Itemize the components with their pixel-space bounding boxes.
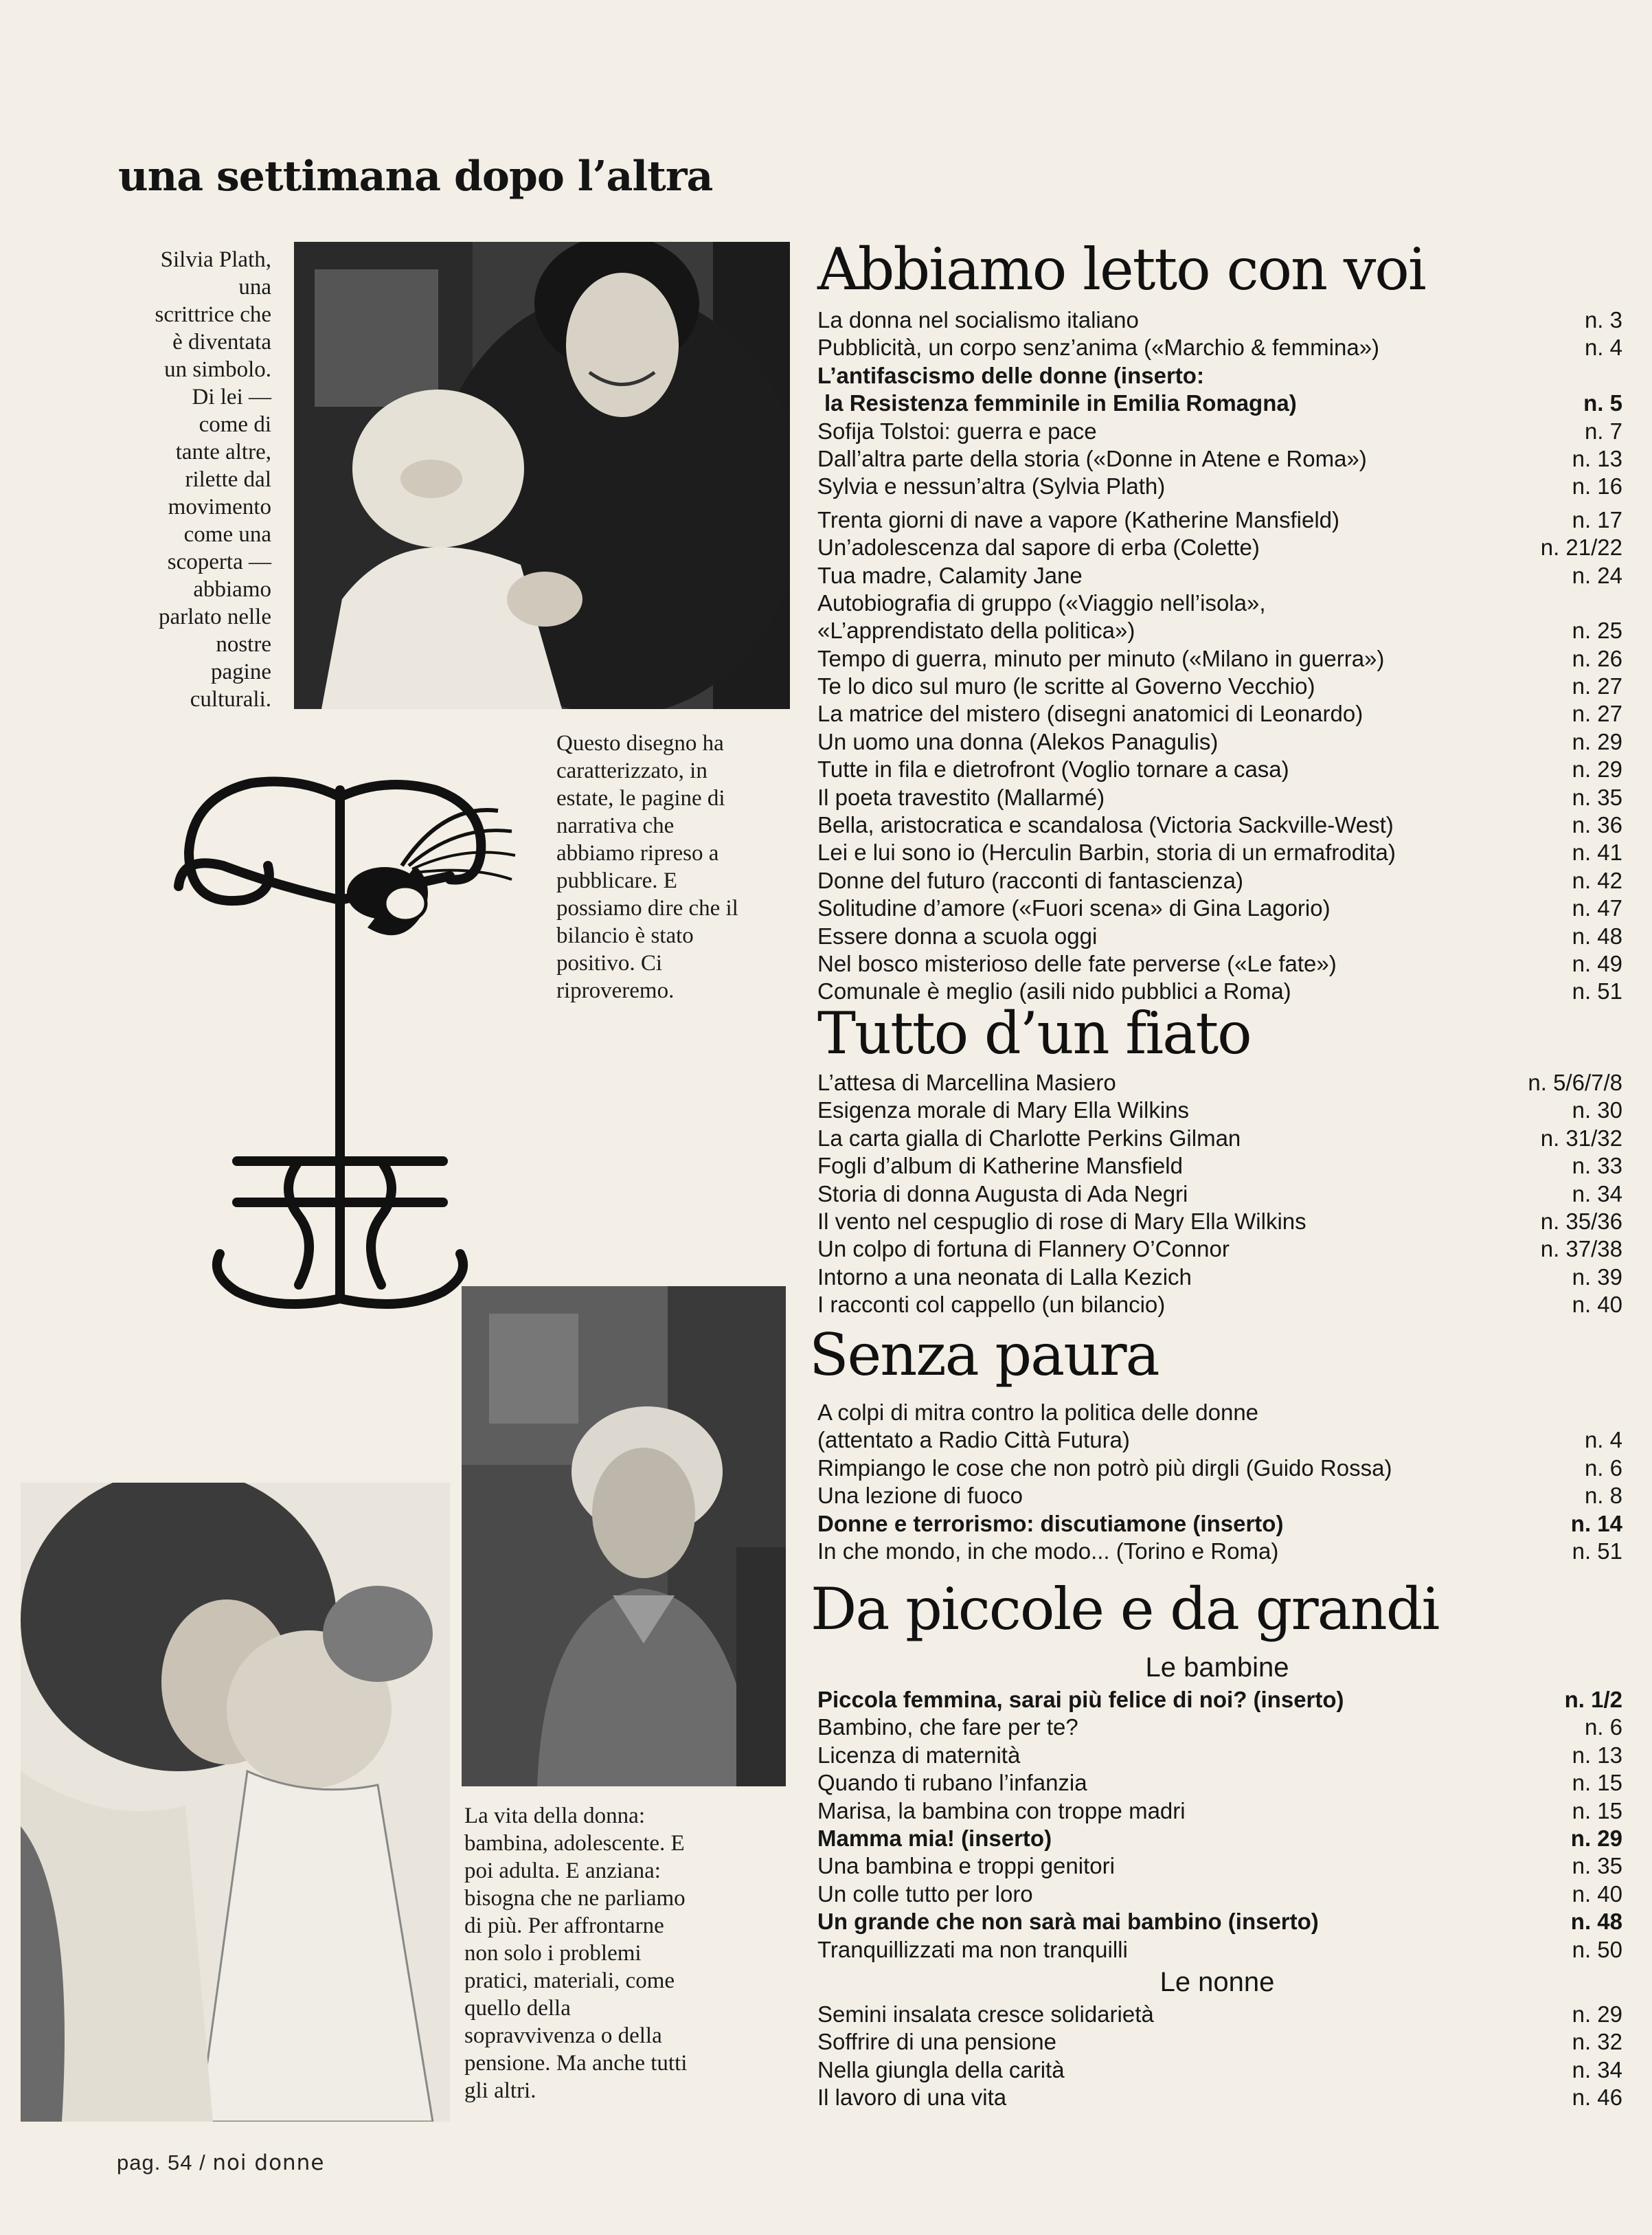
toc-entry-title: Una lezione di fuoco — [817, 1483, 1023, 1509]
caption-line: caratterizzato, in — [556, 759, 708, 783]
toc-entry — [812, 445, 1622, 473]
toc-entry-title: Il vento nel cespuglio di rose di Mary Ella Wilkins — [817, 1208, 1306, 1234]
toc-entry — [812, 645, 1622, 673]
toc-entry-issue: n. 8 — [1584, 1483, 1622, 1509]
toc-entry-title: La donna nel socialismo italiano — [817, 307, 1139, 333]
toc-entry-title: Trenta giorni di nave a vapore (Katherine Mansfield) — [817, 506, 1340, 532]
caption-line: riproveremo. — [556, 978, 675, 1003]
toc-senza-list — [812, 1399, 1622, 1565]
toc-entry — [812, 1936, 1622, 1964]
toc-entry-issue: n. 6 — [1584, 1455, 1622, 1481]
caption-line: bilancio è stato — [556, 923, 694, 948]
toc-entry-issue: n. 32 — [1572, 2029, 1622, 2055]
caption-line: come di — [199, 412, 271, 437]
toc-entry-title: Il lavoro di una vita — [817, 2085, 1007, 2111]
section-heading-piccole: Da piccole e da grandi — [811, 1575, 1439, 1643]
toc-entry-title: Donne del futuro (racconti di fantascienza) — [817, 867, 1244, 893]
caption-line: pagine — [211, 660, 271, 684]
page-number: pag. 54 — [117, 2150, 193, 2175]
toc-entry-issue: n. 48 — [1572, 923, 1622, 949]
toc-entry-title: La matrice del mistero (disegni anatomici di Leonardo) — [817, 701, 1364, 727]
toc-entry-issue: n. 24 — [1572, 562, 1622, 588]
caption-sylvia-plath — [103, 246, 271, 713]
toc-entry — [812, 562, 1622, 589]
toc-entry — [812, 534, 1622, 561]
toc-entry-issue: n. 51 — [1572, 1538, 1622, 1564]
toc-entry-title: Nella giungla della carità — [817, 2056, 1065, 2082]
toc-entry-title: Comunale è meglio (asili nido pubblici a Roma) — [817, 978, 1291, 1004]
caption-drawing — [556, 730, 804, 1004]
caption-line: positivo. Ci — [556, 951, 663, 976]
toc-entry — [812, 1235, 1622, 1263]
toc-entry-title: L’antifascismo delle donne (inserto: — [817, 362, 1204, 388]
toc-entry — [812, 950, 1622, 978]
toc-entry-issue: n. 46 — [1572, 2085, 1622, 2111]
caption-line: narrativa che — [556, 813, 675, 838]
toc-entry-issue: n. 35/36 — [1540, 1208, 1622, 1234]
toc-entry — [812, 867, 1622, 895]
toc-entry — [812, 784, 1622, 811]
toc-entry-title: Tranquillizzati ma non tranquilli — [817, 1936, 1128, 1962]
caption-line: Di lei — — [192, 385, 271, 409]
toc-entry-title: Storia di donna Augusta di Ada Negri — [817, 1180, 1188, 1206]
toc-entry — [812, 2001, 1622, 2028]
toc-entry-issue: n. 17 — [1572, 506, 1622, 532]
toc-entry-issue: n. 34 — [1572, 2056, 1622, 2082]
toc-entry-title: Essere donna a scuola oggi — [817, 923, 1098, 949]
caption-line: pratici, materiali, come — [464, 1968, 675, 1993]
toc-entry — [812, 1263, 1622, 1291]
toc-entry — [812, 1208, 1622, 1235]
toc-entry-issue: n. 29 — [1572, 728, 1622, 754]
subheading-le-nonne: Le nonne — [1159, 1966, 1275, 1997]
subheading-le-bambine: Le bambine — [1145, 1652, 1289, 1683]
toc-entry-issue: n. 49 — [1572, 950, 1622, 976]
toc-entry-issue: n. 14 — [1570, 1510, 1622, 1536]
toc-entry-title: Un uomo una donna (Alekos Panagulis) — [817, 728, 1219, 754]
toc-entry-title: Una bambina e troppi genitori — [817, 1853, 1115, 1879]
photo-sylvia-plath — [294, 242, 790, 709]
toc-entry-issue: n. 35 — [1572, 784, 1622, 810]
caption-line: possiamo dire che il — [556, 896, 738, 921]
toc-entry-title: Bambino, che fare per te? — [817, 1714, 1078, 1740]
caption-life-of-women — [464, 1802, 787, 2104]
photo-elderly-illustration — [462, 1286, 786, 1786]
toc-entry — [812, 418, 1622, 445]
toc-entry-issue: n. 51 — [1572, 978, 1622, 1004]
toc-entry-title: Un grande che non sarà mai bambino (inserto) — [817, 1909, 1319, 1935]
footer-separator: / — [199, 2150, 206, 2175]
toc-entry-issue: n. 15 — [1572, 1770, 1622, 1796]
toc-entry-title: Licenza di maternità — [817, 1742, 1021, 1768]
toc-entry-title: Autobiografia di gruppo («Viaggio nell’isola», — [817, 589, 1266, 616]
toc-entry — [812, 923, 1622, 950]
toc-entry-title: Piccola femmina, sarai più felice di noi? (inserto) — [817, 1687, 1344, 1712]
toc-entry — [812, 1510, 1622, 1538]
photo-mother-baby — [21, 1483, 450, 2122]
toc-entry — [812, 1125, 1622, 1152]
caption-line: culturali. — [190, 687, 271, 712]
photo-elderly-woman — [462, 1286, 786, 1786]
toc-entry-issue: n. 34 — [1572, 1180, 1622, 1206]
caption-line: sopravvivenza o della — [464, 2023, 662, 2048]
caption-line: Silvia Plath, — [160, 247, 271, 272]
toc-entry-title: Fogli d’album di Katherine Mansfield — [817, 1153, 1183, 1179]
caption-line: una — [238, 275, 271, 300]
toc-entry-issue: n. 36 — [1572, 812, 1622, 838]
toc-entry-title: Dall’altra parte della storia («Donne in Atene e Roma») — [817, 445, 1367, 471]
caption-line: rilette dal — [185, 467, 271, 492]
toc-entry-title: Rimpiango le cose che non potrò più dirgli (Guido Rossa) — [817, 1455, 1392, 1481]
caption-line: pensione. Ma anche tutti — [464, 2051, 688, 2076]
toc-entry — [812, 2084, 1622, 2111]
toc-entry-title: Un colpo di fortuna di Flannery O’Connor — [817, 1236, 1230, 1262]
caption-line: bambina, adolescente. E — [464, 1831, 685, 1856]
toc-entry — [812, 756, 1622, 783]
toc-entry — [812, 1908, 1622, 1935]
toc-entry-issue: n. 27 — [1572, 701, 1622, 727]
toc-entry-issue: n. 40 — [1572, 1292, 1622, 1318]
toc-abbiamo-list — [812, 306, 1622, 1006]
toc-tutto-list — [812, 1069, 1622, 1319]
photo-plath-illustration — [294, 242, 790, 709]
toc-entry-issue: n. 6 — [1584, 1714, 1622, 1740]
toc-entry — [812, 895, 1622, 922]
toc-entry — [812, 673, 1622, 700]
toc-entry — [812, 1180, 1622, 1208]
caption-line: scrittrice che — [155, 302, 271, 327]
caption-line: poi adulta. E anziana: — [464, 1858, 661, 1883]
toc-entry — [812, 1291, 1622, 1318]
toc-entry-issue: n. 31/32 — [1540, 1125, 1622, 1151]
toc-piccole-list — [812, 1649, 1622, 2111]
toc-entry-title: Tua madre, Calamity Jane — [817, 562, 1083, 588]
caption-line: movimento — [168, 495, 271, 519]
caption-line: non solo i problemi — [464, 1941, 642, 1966]
toc-entry-title: Nel bosco misterioso delle fate perverse («Le fate») — [817, 950, 1337, 976]
toc-entry-title: Il poeta travestito (Mallarmé) — [817, 784, 1105, 810]
caption-line: un simbolo. — [164, 357, 271, 382]
toc-entry — [812, 700, 1622, 728]
toc-entry — [812, 1097, 1622, 1124]
toc-entry-issue: n. 4 — [1584, 335, 1622, 361]
caption-line: scoperta — — [167, 550, 271, 574]
caption-line: estate, le pagine di — [556, 786, 725, 811]
toc-entry-title: Tempo di guerra, minuto per minuto («Milano in guerra») — [817, 645, 1385, 671]
toc-entry-title: Bella, aristocratica e scandalosa (Victoria Sackville-West) — [817, 812, 1394, 838]
caption-line: parlato nelle — [158, 605, 271, 629]
section-heading-tutto: Tutto d’un fiato — [817, 1000, 1251, 1067]
caption-line: di più. Per affrontarne — [464, 1913, 664, 1938]
toc-entry — [812, 506, 1622, 534]
toc-entry-title: Un colle tutto per loro — [817, 1880, 1033, 1907]
toc-entry-title: Pubblicità, un corpo senz’anima («Marchio & femmina») — [817, 335, 1380, 361]
toc-entry — [812, 1152, 1622, 1180]
toc-entry-issue: n. 27 — [1572, 673, 1622, 699]
toc-entry-title: Marisa, la bambina con troppe madri — [817, 1797, 1186, 1823]
toc-entry — [812, 334, 1622, 361]
caption-line: tante altre, — [175, 440, 271, 464]
toc-entry-issue: n. 39 — [1572, 1263, 1622, 1290]
toc-entry — [812, 2028, 1622, 2056]
caption-line: abbiamo ripreso a — [556, 841, 719, 866]
toc-entry-issue: n. 21/22 — [1540, 535, 1622, 561]
toc-entry — [812, 362, 1622, 390]
toc-entry-issue: n. 29 — [1570, 1825, 1622, 1851]
caption-line: La vita della donna: — [464, 1804, 645, 1828]
toc-entry-title: Te lo dico sul muro (le scritte al Governo Vecchio) — [817, 673, 1315, 699]
toc-entry — [812, 2056, 1622, 2084]
toc-entry-issue: n. 26 — [1572, 645, 1622, 671]
toc-entry-issue: n. 25 — [1572, 618, 1622, 644]
toc-entry-title: Lei e lui sono io (Herculin Barbin, storia di un ermafrodita) — [817, 840, 1396, 866]
toc-entry-title: Intorno a una neonata di Lalla Kezich — [817, 1263, 1192, 1290]
toc-entry-issue: n. 48 — [1570, 1909, 1622, 1935]
toc-entry-title: Quando ti rubano l’infanzia — [817, 1770, 1087, 1796]
toc-entry-title: Esigenza morale di Mary Ella Wilkins — [817, 1097, 1190, 1123]
toc-entry-issue: n. 29 — [1572, 2001, 1622, 2027]
toc-entry-issue: n. 7 — [1584, 418, 1622, 444]
toc-entry-issue: n. 35 — [1572, 1853, 1622, 1879]
toc-entry — [812, 1426, 1622, 1454]
toc-entry-title: La carta gialla di Charlotte Perkins Gilman — [817, 1125, 1241, 1151]
toc-entry-title: I racconti col cappello (un bilancio) — [817, 1292, 1166, 1318]
toc-entry-title: Solitudine d’amore («Fuori scena» di Gina Lagorio) — [817, 895, 1331, 921]
toc-entry-title: (attentato a Radio Città Futura) — [817, 1427, 1130, 1453]
toc-entry — [812, 1852, 1622, 1880]
caption-line: è diventata — [172, 330, 271, 355]
toc-entry-issue: n. 13 — [1572, 445, 1622, 471]
caption-line: quello della — [464, 1996, 571, 2021]
caption-line: gli altri. — [464, 2078, 536, 2103]
toc-entry-title: L’attesa di Marcellina Masiero — [817, 1070, 1116, 1095]
toc-entry — [812, 1482, 1622, 1509]
toc-entry-issue: n. 15 — [1572, 1797, 1622, 1823]
toc-entry — [812, 306, 1622, 334]
toc-entry — [812, 811, 1622, 839]
toc-entry-issue: n. 30 — [1572, 1097, 1622, 1123]
toc-entry-issue: n. 4 — [1584, 1427, 1622, 1453]
toc-entry — [812, 839, 1622, 866]
page-header-title: una settimana dopo l’altra — [118, 153, 713, 201]
toc-entry — [812, 1769, 1622, 1797]
toc-entry-title: Soffrire di una pensione — [817, 2029, 1056, 2055]
toc-entry-issue: n. 40 — [1572, 1880, 1622, 1907]
toc-entry-title: la Resistenza femminile in Emilia Romagna) — [824, 390, 1297, 416]
toc-entry-title: Sofija Tolstoi: guerra e pace — [817, 418, 1097, 444]
toc-entry-issue: n. 50 — [1572, 1936, 1622, 1962]
toc-entry-title: Donne e terrorismo: discutiamone (inserto) — [817, 1510, 1284, 1536]
toc-entry-issue: n. 1/2 — [1564, 1687, 1622, 1712]
toc-entry — [812, 1742, 1622, 1769]
toc-entry — [812, 589, 1622, 617]
toc-entry — [812, 473, 1622, 500]
caption-line: abbiamo — [193, 577, 271, 602]
caption-line: come una — [183, 522, 271, 547]
toc-entry-issue: n. 16 — [1572, 473, 1622, 499]
toc-entry — [812, 1797, 1622, 1825]
toc-entry-issue: n. 42 — [1572, 867, 1622, 893]
toc-entry-title: In che mondo, in che modo... (Torino e Roma) — [817, 1538, 1279, 1564]
caption-line: bisogna che ne parliamo — [464, 1886, 686, 1911]
toc-entry-title: «L’apprendistato della politica») — [817, 618, 1135, 644]
toc-entry — [812, 617, 1622, 644]
photo-mother-illustration — [21, 1483, 450, 2122]
toc-entry-title: Mamma mia! (inserto) — [817, 1825, 1052, 1851]
toc-entry-issue: n. 29 — [1572, 756, 1622, 783]
caption-line: nostre — [216, 632, 271, 657]
toc-entry-title: Tutte in fila e dietrofront (Voglio tornare a casa) — [817, 756, 1289, 783]
toc-entry-issue: n. 33 — [1572, 1153, 1622, 1179]
toc-entry-issue: n. 5 — [1583, 390, 1622, 416]
toc-entry-issue: n. 37/38 — [1540, 1236, 1622, 1262]
section-heading-abbiamo: Abbiamo letto con voi — [817, 236, 1425, 303]
toc-entry-issue: n. 5/6/7/8 — [1528, 1070, 1622, 1095]
caption-line: Questo disegno ha — [556, 731, 724, 756]
toc-entry — [812, 728, 1622, 756]
toc-entry — [812, 390, 1622, 417]
toc-entry — [812, 1880, 1622, 1908]
toc-entry-issue: n. 41 — [1572, 840, 1622, 866]
page-footer — [117, 2150, 324, 2175]
magazine-name: noi donne — [212, 2150, 325, 2175]
toc-entry — [812, 1538, 1622, 1565]
toc-entry-issue: n. 47 — [1572, 895, 1622, 921]
toc-entry-title: Un’adolescenza dal sapore di erba (Colette) — [817, 535, 1260, 561]
toc-entry — [812, 1714, 1622, 1741]
toc-entry — [812, 1825, 1622, 1852]
toc-entry-title: A colpi di mitra contro la politica delle donne — [817, 1400, 1259, 1425]
toc-entry-title: Sylvia e nessun’altra (Sylvia Plath) — [817, 473, 1166, 499]
caption-line: pubblicare. E — [556, 868, 677, 893]
toc-entry-issue: n. 3 — [1584, 307, 1622, 333]
toc-entry — [812, 1069, 1622, 1097]
toc-entry-issue: n. 13 — [1572, 1742, 1622, 1768]
toc-entry — [812, 1455, 1622, 1482]
toc-entry-title: Semini insalata cresce solidarietà — [817, 2001, 1154, 2027]
toc-entry — [812, 1399, 1622, 1426]
section-heading-senza: Senza paura — [809, 1321, 1159, 1389]
toc-entry — [812, 1686, 1622, 1714]
